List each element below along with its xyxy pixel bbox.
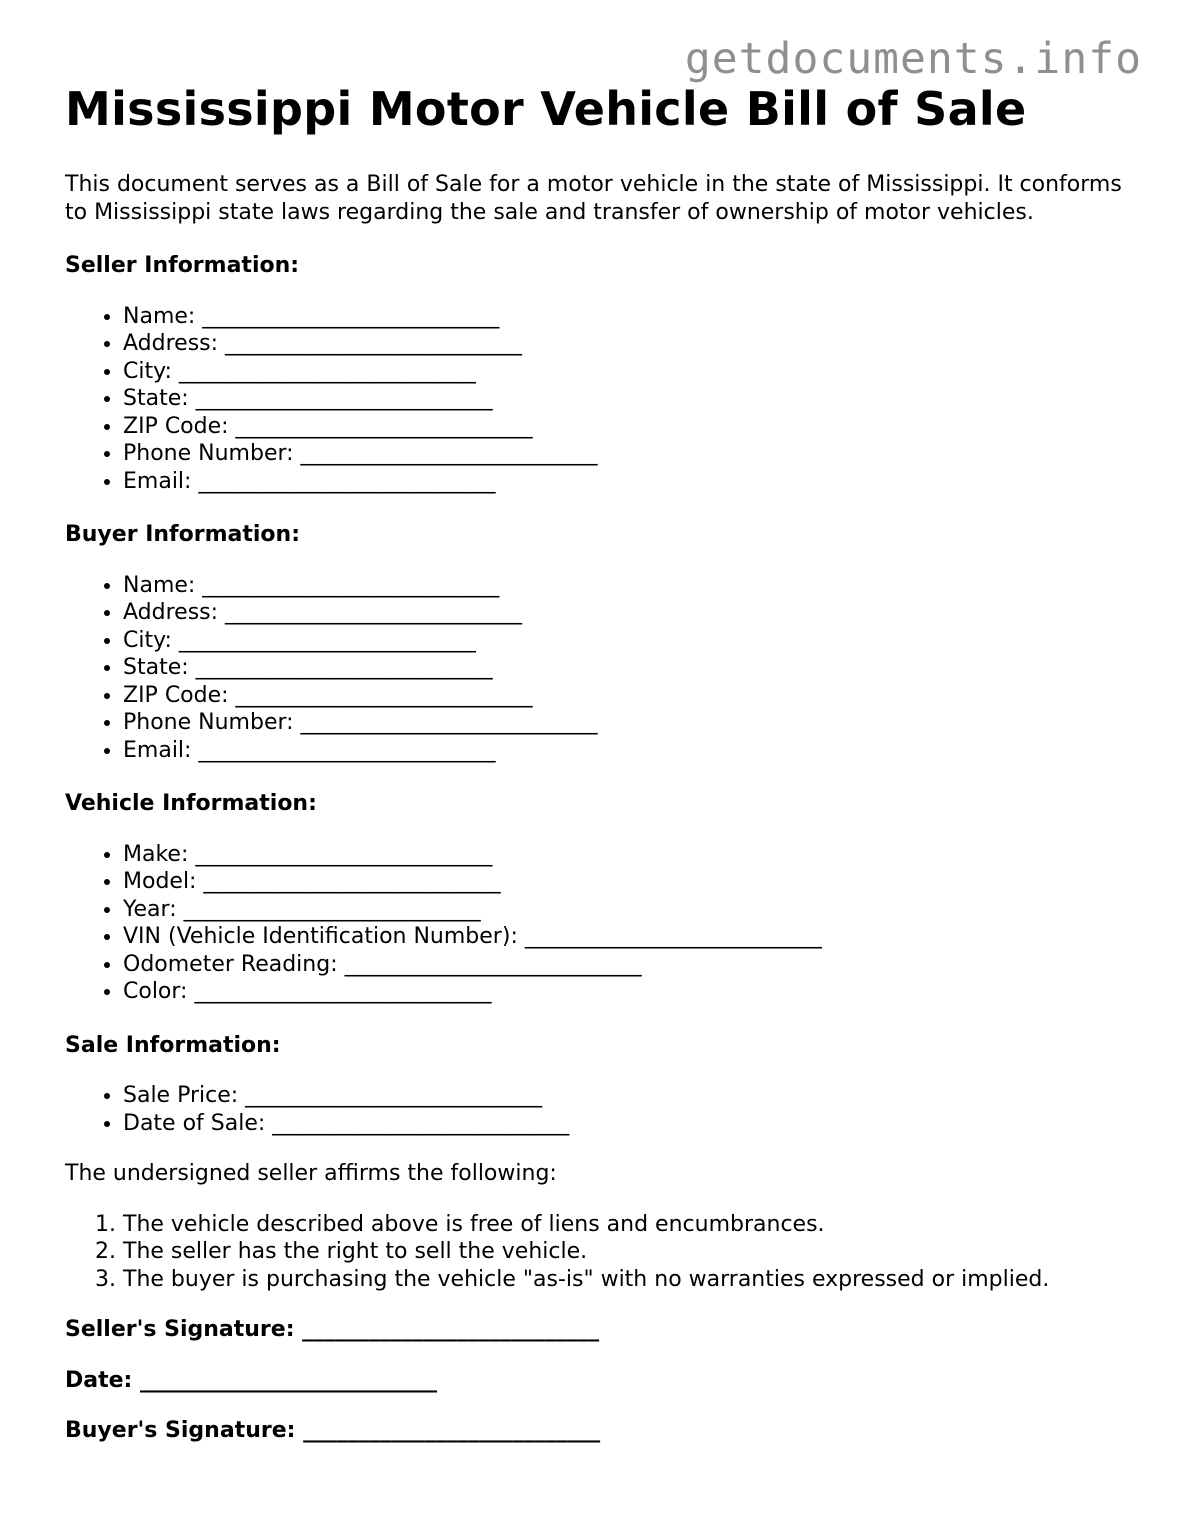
buyer-fields-list — [65, 572, 1125, 765]
seller-email-field: • Email: ___________________________ — [123, 468, 1125, 496]
sale-section-heading: Sale Information: — [65, 1032, 281, 1058]
buyer-name-field: • Name: ___________________________ — [123, 572, 1125, 600]
signature-date-line: Date: ___________________________ — [65, 1367, 438, 1393]
seller-phone-field: • Phone Number: ___________________________ — [123, 440, 1125, 468]
document-title: Mississippi Motor Vehicle Bill of Sale — [65, 82, 1027, 136]
sale-price-field: • Sale Price: ___________________________ — [123, 1082, 1125, 1110]
seller-state-field: • State: ___________________________ — [123, 385, 1125, 413]
affirmation-item: 1. The vehicle described above is free of liens and encumbrances. — [123, 1211, 1125, 1239]
affirmation-statement: The undersigned seller affirms the following: — [65, 1161, 557, 1187]
sale-date-field: • Date of Sale: ___________________________ — [123, 1110, 1125, 1138]
buyer-signature-line: Buyer's Signature: ___________________________ — [65, 1418, 601, 1444]
vehicle-make-field: • Make: ___________________________ — [123, 841, 1125, 869]
seller-zip-field: • ZIP Code: ___________________________ — [123, 413, 1125, 441]
seller-signature-line: Seller's Signature: ___________________________ — [65, 1317, 600, 1343]
seller-name-field: • Name: ___________________________ — [123, 303, 1125, 331]
sale-fields-list — [65, 1082, 1125, 1137]
buyer-address-field: • Address: ___________________________ — [123, 599, 1125, 627]
vehicle-year-field: • Year: ___________________________ — [123, 896, 1125, 924]
buyer-city-field: • City: ___________________________ — [123, 627, 1125, 655]
affirmation-item: 2. The seller has the right to sell the vehicle. — [123, 1238, 1125, 1266]
buyer-email-field: • Email: ___________________________ — [123, 737, 1125, 765]
document-page — [65, 82, 1125, 1445]
seller-address-field: • Address: ___________________________ — [123, 330, 1125, 358]
buyer-zip-field: • ZIP Code: ___________________________ — [123, 682, 1125, 710]
buyer-state-field: • State: ___________________________ — [123, 654, 1125, 682]
vehicle-section-heading: Vehicle Information: — [65, 791, 317, 817]
buyer-phone-field: • Phone Number: ___________________________ — [123, 709, 1125, 737]
affirmation-item: 3. The buyer is purchasing the vehicle "as-is" with no warranties expressed or implied. — [123, 1266, 1125, 1294]
seller-section-heading: Seller Information: — [65, 253, 300, 279]
vehicle-vin-field: • VIN (Vehicle Identification Number): ___________________________ — [123, 923, 1125, 951]
buyer-section-heading: Buyer Information: — [65, 522, 300, 548]
seller-city-field: • City: ___________________________ — [123, 358, 1125, 386]
vehicle-odometer-field: • Odometer Reading: ___________________________ — [123, 951, 1125, 979]
intro-paragraph: This document serves as a Bill of Sale for a motor vehicle in the state of Mississippi. It conforms to Mississippi state laws regarding the sale and transfer of ownership of motor vehicles. — [65, 172, 1122, 225]
vehicle-fields-list — [65, 841, 1125, 1006]
vehicle-color-field: • Color: ___________________________ — [123, 978, 1125, 1006]
vehicle-model-field: • Model: ___________________________ — [123, 868, 1125, 896]
affirmation-list — [65, 1211, 1125, 1294]
seller-fields-list — [65, 303, 1125, 496]
watermark: getdocuments.info — [684, 34, 1142, 84]
